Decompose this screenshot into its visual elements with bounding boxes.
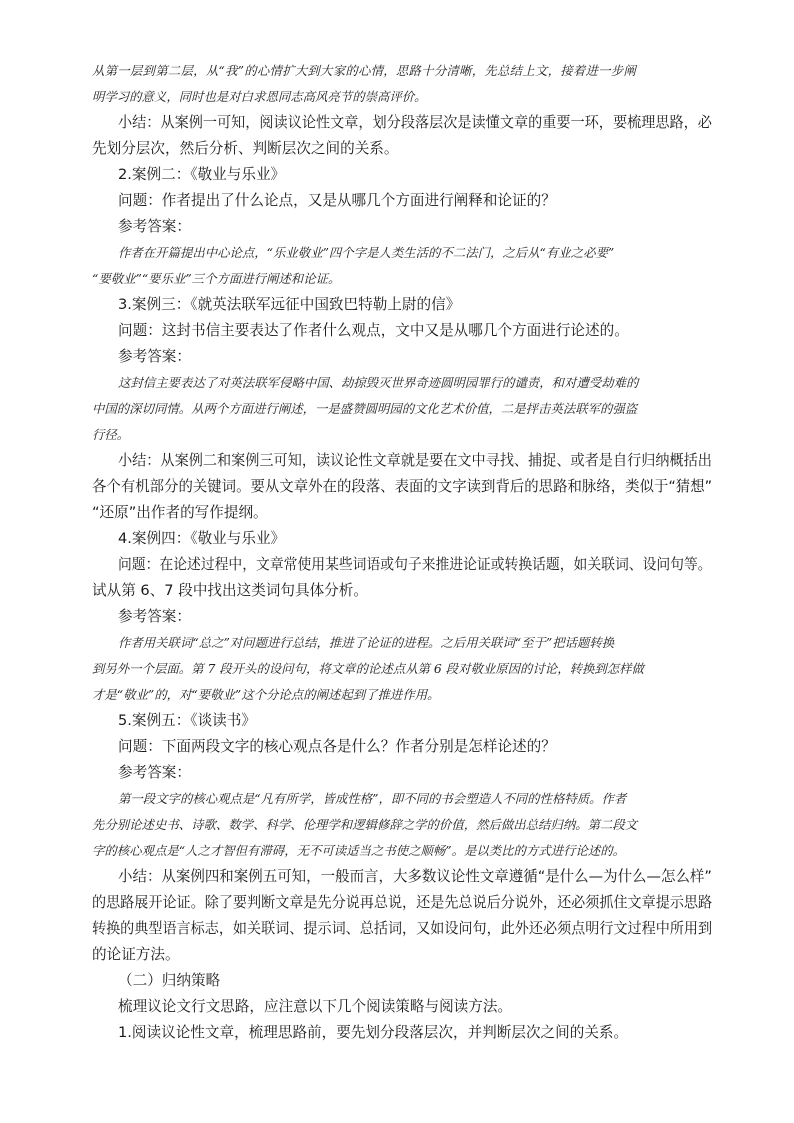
text-line: 参考答案： bbox=[118, 608, 191, 625]
text-line: 问题：在论述过程中，文章常使用某些词语或句子来推进论证或转换话题，如关联词、设问句等。 bbox=[118, 556, 712, 573]
text-line: 参考答案： bbox=[118, 218, 191, 235]
text-line: “要敬业”“要乐业”三个方面进行阐述和论证。 bbox=[92, 271, 341, 286]
text-line: 4.案例四：《敬业与乐业》 bbox=[118, 530, 286, 547]
text-line: 参考答案： bbox=[118, 764, 191, 781]
text-line: 先分别论述史书、诗歌、数学、科学、伦理学和逻辑修辞之学的价值，然后做出总结归纳。第二段文 bbox=[92, 817, 638, 832]
text-line: 小结：从案例四和案例五可知，一般而言，大多数议论性文章遵循“是什么—为什么—怎么样” bbox=[118, 868, 712, 885]
text-line: 作者用关联词“总之”对问题进行总结，推进了论证的进程。之后用关联词“至于”把话题转换 bbox=[118, 635, 615, 650]
text-line: 问题：这封书信主要表达了作者什么观点，文中又是从哪几个方面进行论述的。 bbox=[118, 322, 629, 339]
text-line: 问题：作者提出了什么论点，又是从哪几个方面进行阐释和论证的？ bbox=[118, 192, 556, 209]
text-line: 的论证方法。 bbox=[92, 946, 180, 963]
text-line: 梳理议论文行文思路，应注意以下几个阅读策略与阅读方法。 bbox=[118, 998, 513, 1015]
text-line: 中国的深切同情。从两个方面进行阐述，一是盛赞圆明园的文化艺术价值，二是抨击英法联军的强盗 bbox=[92, 401, 638, 416]
text-line: 1.阅读议论性文章，梳理思路前，要先划分段落层次，并判断层次之间的关系。 bbox=[118, 1024, 629, 1041]
text-line: 小结：从案例一可知，阅读议论性文章，划分段落层次是读懂文章的重要一环，要梳理思路，必 bbox=[118, 114, 712, 131]
text-line: 5.案例五：《谈读书》 bbox=[118, 712, 256, 729]
text-line: 明学习的意义，同时也是对白求恩同志高风亮节的崇高评价。 bbox=[92, 89, 427, 104]
text-line: （二）归纳策略 bbox=[118, 972, 221, 989]
text-line: 第一段文字的核心观点是“凡有所学，皆成性格”，即不同的书会塑造人不同的性格特质。作者 bbox=[118, 791, 627, 806]
text-line: 转换的典型语言标志，如关联词、提示词、总括词，又如设问句，此外还必须点明行文过程中所用到 bbox=[92, 920, 713, 937]
text-line: “还原”出作者的写作提纲。 bbox=[92, 504, 268, 521]
text-line: 到另外一个层面。第 7 段开头的设问句，将文章的论述点从第 6 段对敬业原因的讨论，转换到怎样做 bbox=[92, 661, 644, 676]
text-line: 各个有机部分的关键词。要从文章外在的段落、表面的文字读到背后的思路和脉络，类似于“猜想” bbox=[92, 478, 713, 495]
text-line: 试从第 6、7 段中找出这类词句具体分析。 bbox=[92, 582, 368, 599]
text-line: 作者在开篇提出中心论点，“乐业敬业”四个字是人类生活的不二法门，之后从“有业之必要” bbox=[118, 245, 615, 260]
text-line: 才是“敬业”的，对“要敬业”这个分论点的阐述起到了推进作用。 bbox=[92, 687, 440, 702]
text-line: 3.案例三：《就英法联军远征中国致巴特勒上尉的信》 bbox=[118, 296, 461, 313]
text-line: 的思路展开论证。除了要判断文章是先分说再总说，还是先总说后分说外，还必须抓住文章提示思路 bbox=[92, 894, 713, 911]
text-line: 小结：从案例二和案例三可知，读议论性文章就是要在文中寻找、捕捉、或者是自行归纳概括出 bbox=[118, 452, 712, 469]
text-line: 字的核心观点是“人之才智但有滞碍，无不可读适当之书使之顺畅”。是以类比的方式进行论述的。 bbox=[92, 843, 626, 858]
text-line: 参考答案： bbox=[118, 348, 191, 365]
text-line: 问题：下面两段文字的核心观点各是什么？作者分别是怎样论述的？ bbox=[118, 738, 556, 755]
text-line: 先划分层次，然后分析、判断层次之间的关系。 bbox=[92, 140, 399, 157]
text-line: 这封信主要表达了对英法联军侵略中国、劫掠毁灭世界奇迹圆明园罪行的谴责，和对遭受劫难的 bbox=[118, 375, 639, 390]
text-line: 2.案例二：《敬业与乐业》 bbox=[118, 166, 286, 183]
text-line: 从第一层到第二层，从“我”的心情扩大到大家的心情，思路十分清晰，先总结上文，接着进一步阐 bbox=[92, 63, 637, 78]
text-line: 行径。 bbox=[92, 427, 130, 442]
